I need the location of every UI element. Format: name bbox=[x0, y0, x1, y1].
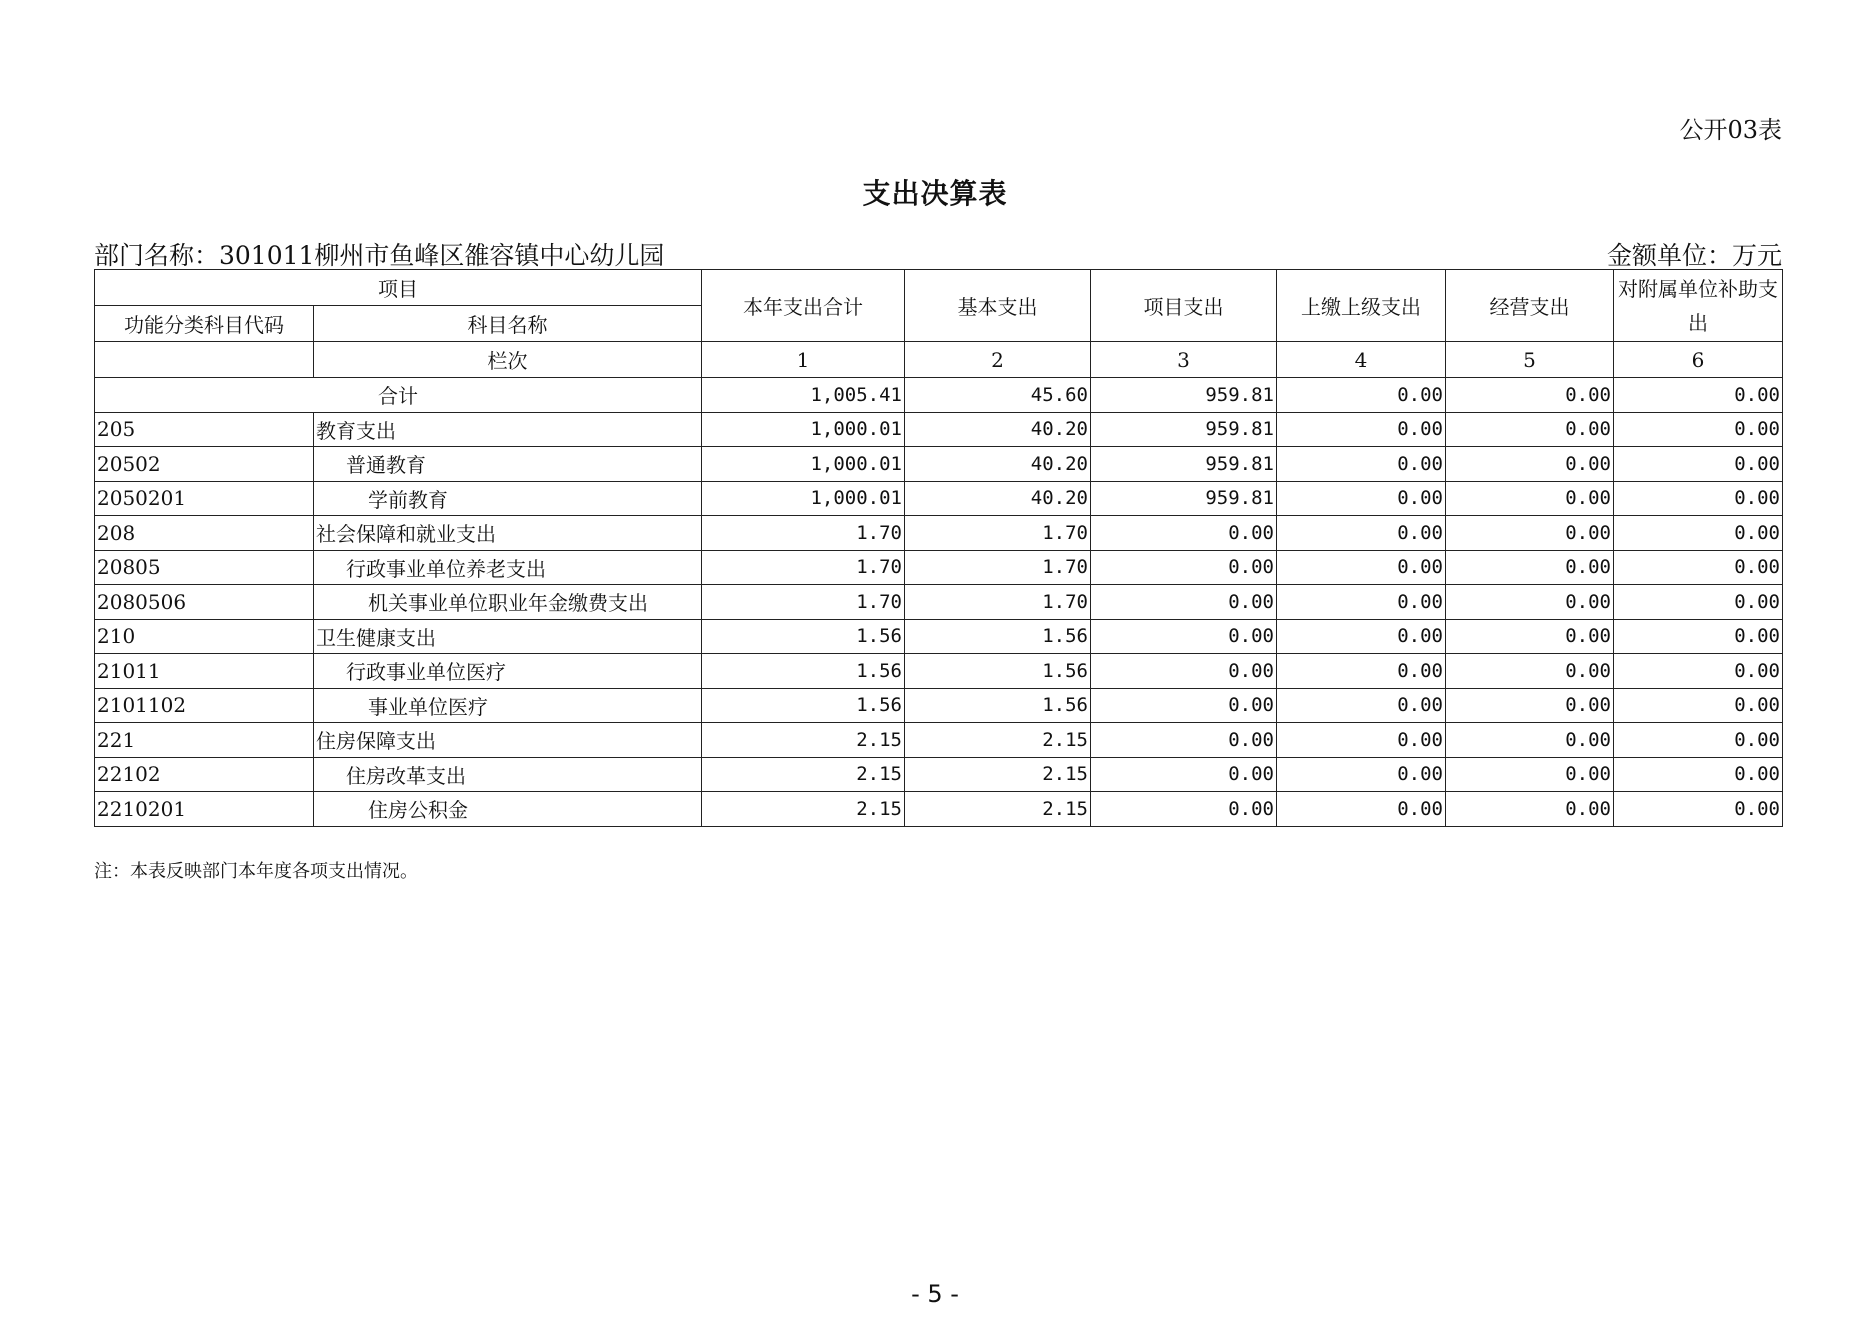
row-name: 学前教育 bbox=[314, 481, 702, 516]
row-value: 2.15 bbox=[905, 792, 1091, 827]
table-row bbox=[95, 654, 1783, 689]
row-value: 1,000.01 bbox=[702, 447, 905, 482]
row-value: 0.00 bbox=[1614, 723, 1783, 758]
total-value: 0.00 bbox=[1614, 378, 1783, 413]
header-col-3: 项目支出 bbox=[1091, 270, 1277, 342]
row-value: 0.00 bbox=[1446, 688, 1614, 723]
row-value: 1.56 bbox=[702, 619, 905, 654]
row-value: 2.15 bbox=[702, 723, 905, 758]
row-value: 0.00 bbox=[1091, 688, 1277, 723]
row-value: 2.15 bbox=[905, 757, 1091, 792]
row-value: 0.00 bbox=[1277, 585, 1446, 620]
row-value: 0.00 bbox=[1277, 550, 1446, 585]
row-value: 0.00 bbox=[1446, 723, 1614, 758]
row-value: 0.00 bbox=[1446, 792, 1614, 827]
row-value: 40.20 bbox=[905, 447, 1091, 482]
total-row bbox=[95, 378, 1783, 413]
row-value: 0.00 bbox=[1091, 619, 1277, 654]
table-row bbox=[95, 481, 1783, 516]
row-value: 0.00 bbox=[1446, 619, 1614, 654]
row-name: 普通教育 bbox=[314, 447, 702, 482]
page-number: - 5 - bbox=[911, 1280, 959, 1308]
row-code: 208 bbox=[95, 516, 314, 551]
table-row bbox=[95, 447, 1783, 482]
header-project: 项目 bbox=[95, 270, 702, 306]
row-value: 0.00 bbox=[1277, 447, 1446, 482]
row-value: 0.00 bbox=[1277, 654, 1446, 689]
header-col-1: 本年支出合计 bbox=[702, 270, 905, 342]
row-value: 0.00 bbox=[1614, 481, 1783, 516]
total-value: 0.00 bbox=[1277, 378, 1446, 413]
header-col-6-label: 对附属单位补助支出 bbox=[1618, 276, 1778, 335]
header-index-blank bbox=[95, 342, 314, 378]
row-value: 1.56 bbox=[905, 619, 1091, 654]
row-name: 住房改革支出 bbox=[314, 757, 702, 792]
total-value: 1,005.41 bbox=[702, 378, 905, 413]
col-number-5: 5 bbox=[1446, 342, 1614, 378]
row-value: 0.00 bbox=[1614, 792, 1783, 827]
row-value: 1.70 bbox=[905, 585, 1091, 620]
row-code: 20502 bbox=[95, 447, 314, 482]
row-value: 2.15 bbox=[905, 723, 1091, 758]
row-value: 0.00 bbox=[1446, 412, 1614, 447]
row-value: 0.00 bbox=[1277, 412, 1446, 447]
header-col-5: 经营支出 bbox=[1446, 270, 1614, 342]
row-value: 959.81 bbox=[1091, 412, 1277, 447]
header-name: 科目名称 bbox=[314, 306, 702, 342]
row-value: 0.00 bbox=[1277, 688, 1446, 723]
department-name: 部门名称：301011柳州市鱼峰区雒容镇中心幼儿园 bbox=[94, 241, 665, 270]
table-row bbox=[95, 619, 1783, 654]
page-title: 支出决算表 bbox=[862, 177, 1008, 210]
table-row bbox=[95, 412, 1783, 447]
table-row bbox=[95, 688, 1783, 723]
row-name: 事业单位医疗 bbox=[314, 688, 702, 723]
row-value: 1.70 bbox=[702, 585, 905, 620]
row-value: 1.70 bbox=[702, 550, 905, 585]
row-value: 1.56 bbox=[702, 654, 905, 689]
row-value: 0.00 bbox=[1614, 757, 1783, 792]
row-value: 2.15 bbox=[702, 792, 905, 827]
col-number-4: 4 bbox=[1277, 342, 1446, 378]
row-value: 0.00 bbox=[1614, 516, 1783, 551]
row-name: 行政事业单位养老支出 bbox=[314, 550, 702, 585]
row-value: 0.00 bbox=[1446, 447, 1614, 482]
row-code: 2050201 bbox=[95, 481, 314, 516]
row-value: 0.00 bbox=[1277, 757, 1446, 792]
row-value: 0.00 bbox=[1614, 585, 1783, 620]
row-value: 0.00 bbox=[1614, 654, 1783, 689]
row-value: 0.00 bbox=[1091, 550, 1277, 585]
table-row bbox=[95, 585, 1783, 620]
table-row bbox=[95, 550, 1783, 585]
row-value: 0.00 bbox=[1614, 447, 1783, 482]
row-value: 1.56 bbox=[905, 688, 1091, 723]
row-name: 社会保障和就业支出 bbox=[314, 516, 702, 551]
form-number: 公开03表 bbox=[1679, 116, 1782, 144]
row-name: 住房保障支出 bbox=[314, 723, 702, 758]
total-value: 45.60 bbox=[905, 378, 1091, 413]
row-name: 教育支出 bbox=[314, 412, 702, 447]
row-value: 40.20 bbox=[905, 481, 1091, 516]
row-value: 2.15 bbox=[702, 757, 905, 792]
row-value: 0.00 bbox=[1091, 585, 1277, 620]
col-number-2: 2 bbox=[905, 342, 1091, 378]
row-value: 0.00 bbox=[1614, 619, 1783, 654]
row-value: 1.70 bbox=[905, 550, 1091, 585]
row-value: 1,000.01 bbox=[702, 481, 905, 516]
row-value: 1.56 bbox=[702, 688, 905, 723]
row-value: 0.00 bbox=[1446, 550, 1614, 585]
row-value: 1.70 bbox=[905, 516, 1091, 551]
row-value: 0.00 bbox=[1091, 654, 1277, 689]
row-value: 0.00 bbox=[1277, 481, 1446, 516]
header-code: 功能分类科目代码 bbox=[95, 306, 314, 342]
row-value: 0.00 bbox=[1277, 723, 1446, 758]
row-code: 22102 bbox=[95, 757, 314, 792]
row-value: 1.56 bbox=[905, 654, 1091, 689]
row-code: 21011 bbox=[95, 654, 314, 689]
row-value: 0.00 bbox=[1614, 550, 1783, 585]
table-row bbox=[95, 757, 1783, 792]
table-row bbox=[95, 516, 1783, 551]
total-value: 959.81 bbox=[1091, 378, 1277, 413]
row-name: 行政事业单位医疗 bbox=[314, 654, 702, 689]
row-value: 0.00 bbox=[1277, 516, 1446, 551]
col-number-1: 1 bbox=[702, 342, 905, 378]
row-value: 959.81 bbox=[1091, 447, 1277, 482]
row-name: 住房公积金 bbox=[314, 792, 702, 827]
row-code: 210 bbox=[95, 619, 314, 654]
row-value: 0.00 bbox=[1277, 619, 1446, 654]
table-row bbox=[95, 792, 1783, 827]
row-code: 221 bbox=[95, 723, 314, 758]
table-note: 注：本表反映部门本年度各项支出情况。 bbox=[94, 861, 418, 882]
expenditure-table bbox=[94, 269, 1783, 827]
amount-unit: 金额单位：万元 bbox=[1606, 241, 1782, 270]
row-value: 40.20 bbox=[905, 412, 1091, 447]
header-col-4: 上缴上级支出 bbox=[1277, 270, 1446, 342]
row-code: 20805 bbox=[95, 550, 314, 585]
row-code: 205 bbox=[95, 412, 314, 447]
row-value: 0.00 bbox=[1614, 688, 1783, 723]
row-value: 1,000.01 bbox=[702, 412, 905, 447]
row-value: 0.00 bbox=[1446, 585, 1614, 620]
row-value: 0.00 bbox=[1091, 723, 1277, 758]
col-number-3: 3 bbox=[1091, 342, 1277, 378]
row-value: 0.00 bbox=[1091, 792, 1277, 827]
header-col-6 bbox=[1614, 270, 1783, 342]
header-row-index: 栏次 bbox=[314, 342, 702, 378]
row-name: 卫生健康支出 bbox=[314, 619, 702, 654]
total-label: 合计 bbox=[95, 378, 702, 413]
row-value: 1.70 bbox=[702, 516, 905, 551]
row-name: 机关事业单位职业年金缴费支出 bbox=[314, 585, 702, 620]
row-value: 0.00 bbox=[1446, 654, 1614, 689]
row-value: 0.00 bbox=[1614, 412, 1783, 447]
row-value: 0.00 bbox=[1277, 792, 1446, 827]
row-value: 0.00 bbox=[1091, 516, 1277, 551]
row-code: 2101102 bbox=[95, 688, 314, 723]
header-col-2: 基本支出 bbox=[905, 270, 1091, 342]
row-code: 2080506 bbox=[95, 585, 314, 620]
row-code: 2210201 bbox=[95, 792, 314, 827]
row-value: 0.00 bbox=[1446, 481, 1614, 516]
row-value: 959.81 bbox=[1091, 481, 1277, 516]
total-value: 0.00 bbox=[1446, 378, 1614, 413]
col-number-6: 6 bbox=[1614, 342, 1783, 378]
table-row bbox=[95, 723, 1783, 758]
row-value: 0.00 bbox=[1446, 757, 1614, 792]
row-value: 0.00 bbox=[1091, 757, 1277, 792]
row-value: 0.00 bbox=[1446, 516, 1614, 551]
